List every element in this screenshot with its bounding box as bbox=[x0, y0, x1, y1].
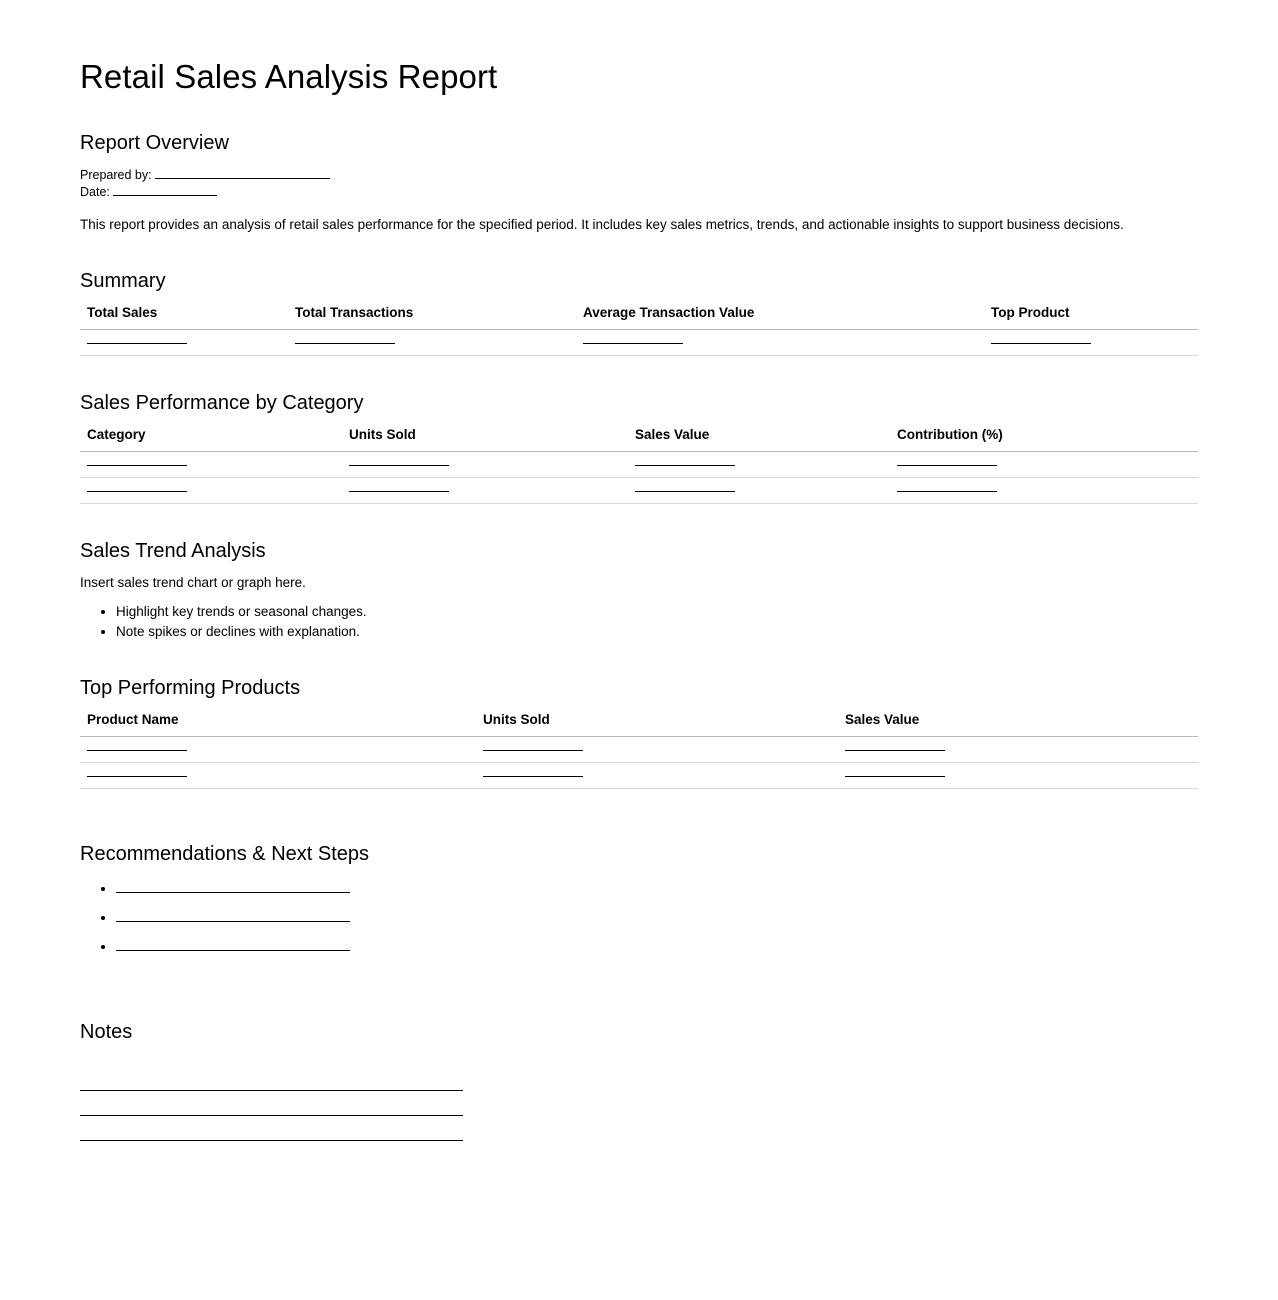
recommendation-input[interactable] bbox=[116, 950, 350, 951]
recommendation-input[interactable] bbox=[116, 892, 350, 893]
blank-fill-line bbox=[583, 343, 683, 344]
prepared-by-label: Prepared by: bbox=[80, 168, 152, 182]
list-item bbox=[116, 880, 1198, 898]
blank-fill-line bbox=[845, 750, 945, 751]
cell-product-name[interactable] bbox=[80, 763, 476, 789]
cell-sales-value[interactable] bbox=[628, 452, 890, 478]
blank-fill-line bbox=[87, 776, 187, 777]
blank-fill-line bbox=[635, 465, 735, 466]
blank-fill-line bbox=[349, 491, 449, 492]
table-row bbox=[80, 452, 1198, 478]
blank-fill-line bbox=[295, 343, 395, 344]
blank-fill-line bbox=[897, 465, 997, 466]
blank-fill-line bbox=[87, 750, 187, 751]
cell-contribution[interactable] bbox=[890, 452, 1198, 478]
trend-analysis-bullet-list bbox=[80, 602, 1198, 641]
table-row bbox=[80, 330, 1198, 356]
cell-top-product[interactable] bbox=[984, 330, 1198, 356]
column-header-top-product: Top Product bbox=[984, 305, 1198, 330]
cell-units-sold[interactable] bbox=[476, 763, 838, 789]
notes-input-line[interactable] bbox=[80, 1091, 463, 1116]
column-header-average-transaction-value: Average Transaction Value bbox=[576, 305, 984, 330]
column-header-units-sold: Units Sold bbox=[342, 427, 628, 452]
summary-table bbox=[80, 305, 1198, 356]
recommendation-input[interactable] bbox=[116, 921, 350, 922]
chart-placeholder-text: Insert sales trend chart or graph here. bbox=[80, 575, 306, 590]
top-products-table bbox=[80, 712, 1198, 789]
section-heading-top-performing-products: Top Performing Products bbox=[80, 677, 301, 699]
list-item: • Note spikes or declines with explanation. bbox=[116, 622, 1198, 641]
page-title: Retail Sales Analysis Report bbox=[80, 58, 498, 95]
blank-fill-line bbox=[897, 491, 997, 492]
section-heading-sales-performance-by-category: Sales Performance by Category bbox=[80, 392, 364, 414]
cell-category[interactable] bbox=[80, 478, 342, 504]
column-header-total-transactions: Total Transactions bbox=[288, 305, 576, 330]
section-heading-notes: Notes bbox=[80, 1021, 133, 1043]
recommendations-list bbox=[80, 880, 1198, 956]
notes-input-line[interactable] bbox=[80, 1066, 463, 1091]
column-header-total-sales: Total Sales bbox=[80, 305, 288, 330]
column-header-sales-value: Sales Value bbox=[838, 712, 1198, 737]
cell-sales-value[interactable] bbox=[838, 737, 1198, 763]
cell-sales-value[interactable] bbox=[838, 763, 1198, 789]
column-header-contribution: Contribution (%) bbox=[890, 427, 1198, 452]
blank-fill-line bbox=[635, 491, 735, 492]
report-meta-block bbox=[80, 167, 1198, 201]
blank-fill-line bbox=[991, 343, 1091, 344]
category-performance-table bbox=[80, 427, 1198, 504]
table-header-row bbox=[80, 427, 1198, 452]
table-header-row bbox=[80, 305, 1198, 330]
notes-input-line[interactable] bbox=[80, 1116, 463, 1141]
blank-fill-line bbox=[845, 776, 945, 777]
prepared-by-input[interactable] bbox=[155, 178, 330, 179]
date-label: Date: bbox=[80, 185, 110, 199]
blank-fill-line bbox=[87, 465, 187, 466]
date-input[interactable] bbox=[113, 195, 217, 196]
cell-sales-value[interactable] bbox=[628, 478, 890, 504]
cell-units-sold[interactable] bbox=[476, 737, 838, 763]
list-item bbox=[116, 938, 1198, 956]
blank-fill-line bbox=[349, 465, 449, 466]
blank-fill-line bbox=[87, 343, 187, 344]
date-line bbox=[80, 184, 1198, 201]
cell-average-transaction-value[interactable] bbox=[576, 330, 984, 356]
column-header-category: Category bbox=[80, 427, 342, 452]
list-item: • Highlight key trends or seasonal changes. bbox=[116, 602, 1198, 621]
prepared-by-line bbox=[80, 167, 1198, 184]
table-row bbox=[80, 737, 1198, 763]
overview-description: This report provides an analysis of retail sales performance for the specified period. It includes key sales metrics, trends, and actionable insights to support business decisions. bbox=[80, 217, 1124, 232]
list-item bbox=[116, 909, 1198, 927]
column-header-sales-value: Sales Value bbox=[628, 427, 890, 452]
cell-product-name[interactable] bbox=[80, 737, 476, 763]
cell-total-transactions[interactable] bbox=[288, 330, 576, 356]
cell-units-sold[interactable] bbox=[342, 452, 628, 478]
section-heading-sales-trend-analysis: Sales Trend Analysis bbox=[80, 540, 266, 562]
blank-fill-line bbox=[483, 750, 583, 751]
section-heading-report-overview: Report Overview bbox=[80, 132, 229, 154]
table-row bbox=[80, 763, 1198, 789]
cell-contribution[interactable] bbox=[890, 478, 1198, 504]
column-header-product-name: Product Name bbox=[80, 712, 476, 737]
cell-units-sold[interactable] bbox=[342, 478, 628, 504]
blank-fill-line bbox=[483, 776, 583, 777]
section-heading-recommendations: Recommendations & Next Steps bbox=[80, 843, 370, 865]
notes-area bbox=[80, 1066, 1198, 1141]
table-row bbox=[80, 478, 1198, 504]
table-header-row bbox=[80, 712, 1198, 737]
column-header-units-sold: Units Sold bbox=[476, 712, 838, 737]
blank-fill-line bbox=[87, 491, 187, 492]
section-heading-summary: Summary bbox=[80, 270, 166, 292]
cell-total-sales[interactable] bbox=[80, 330, 288, 356]
cell-category[interactable] bbox=[80, 452, 342, 478]
